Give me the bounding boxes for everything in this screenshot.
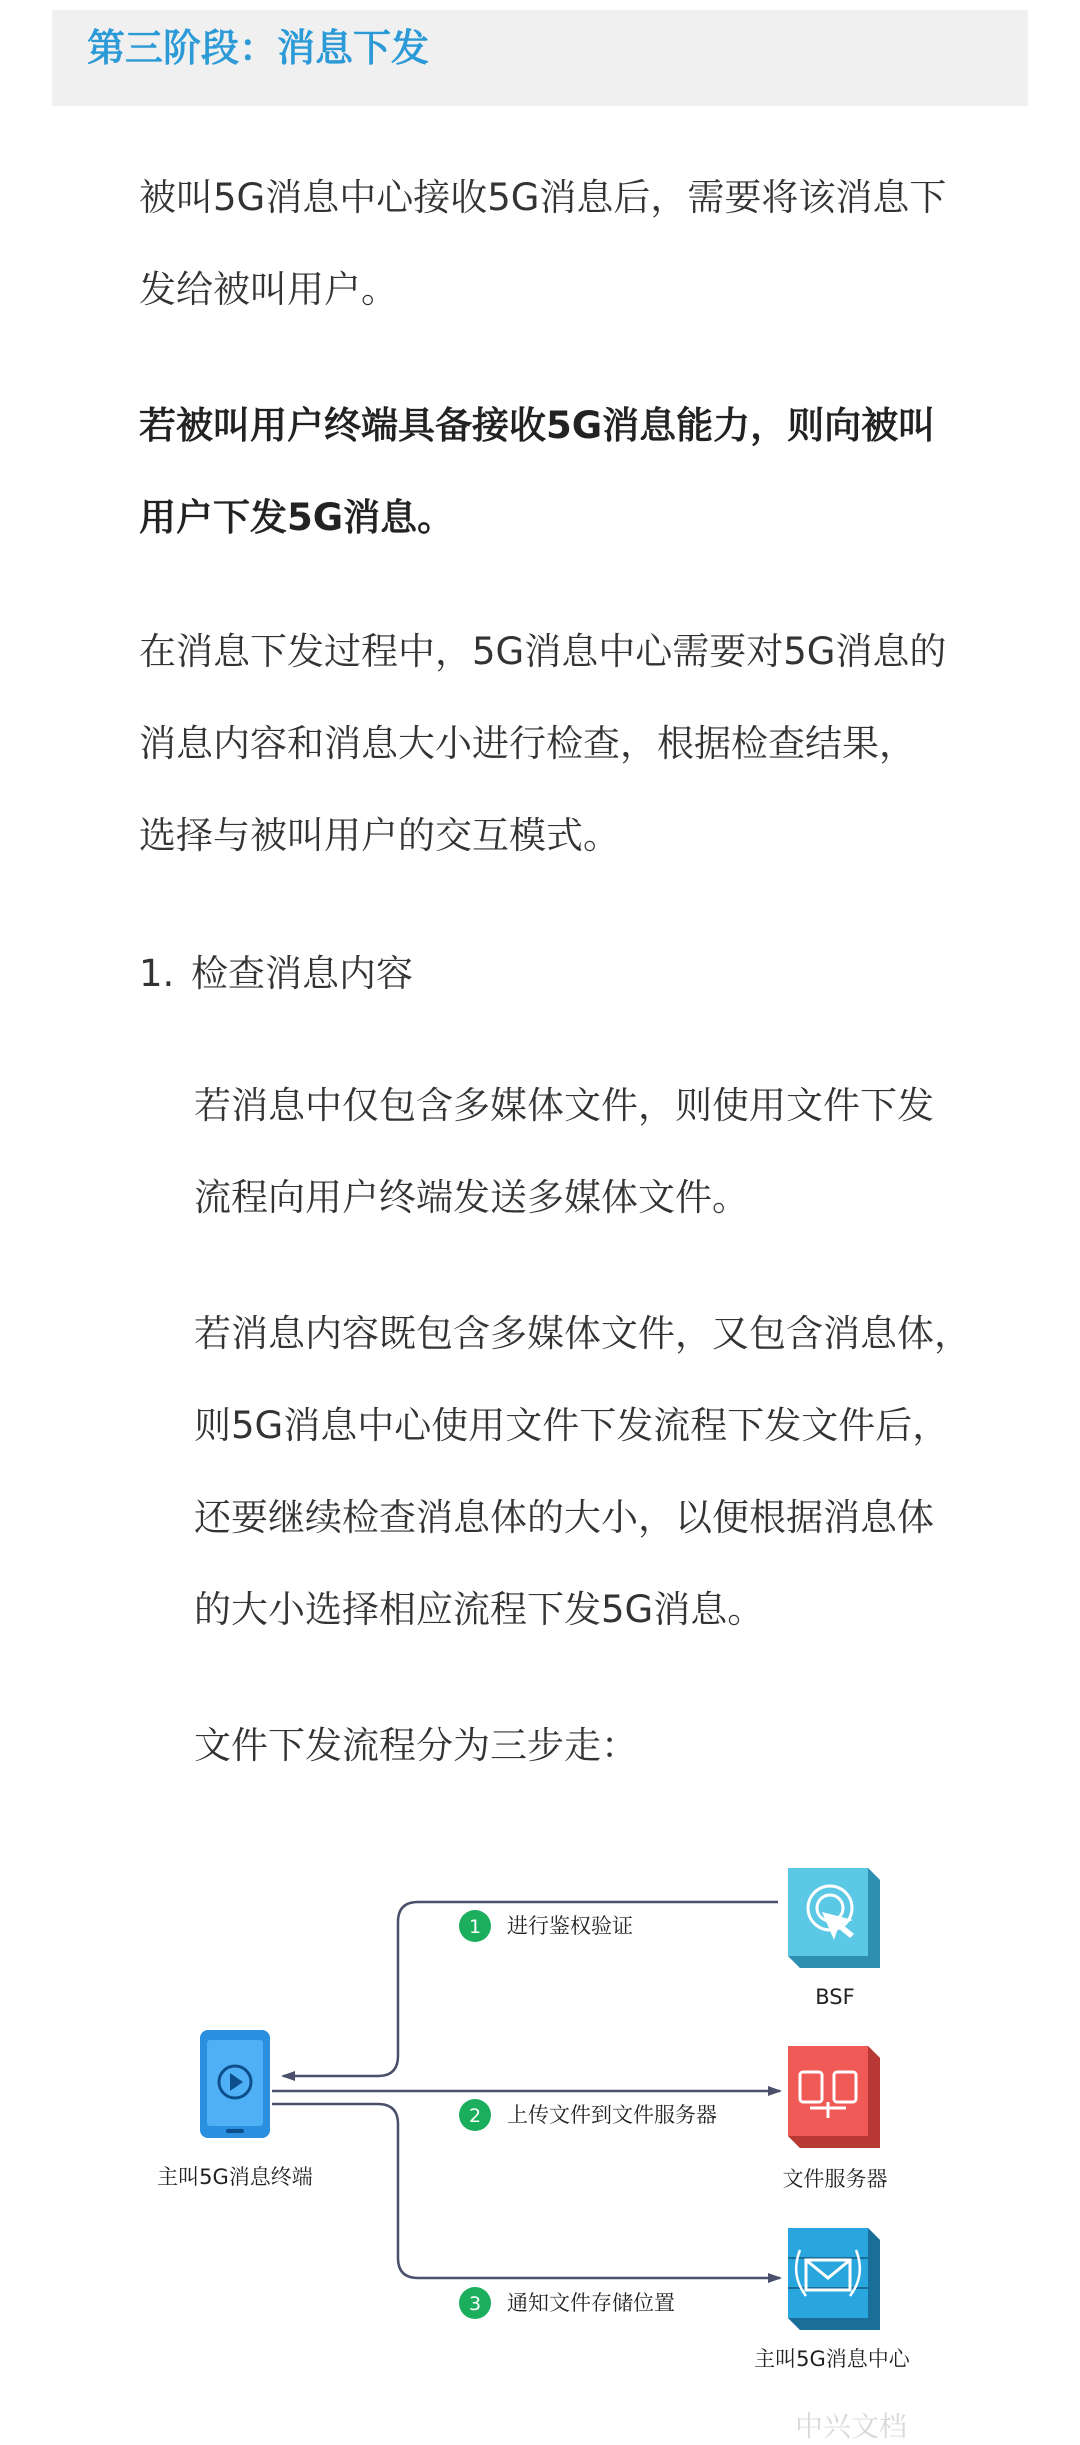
step-2-label: 上传文件到文件服务器 [507,2103,717,2127]
sub-paragraph-1-line-2: 流程向用户终端发送多媒体文件。 [194,1176,749,1219]
paragraph-2-line-2: 用户下发5G消息。 [139,496,455,539]
flow-connectors [272,1902,780,2278]
sub-paragraph-2-line-3: 还要继续检查消息体的大小，以便根据消息体 [194,1496,934,1539]
phone-icon [200,2030,270,2138]
file-server-icon [788,2046,880,2148]
sub-paragraph-1-line-1: 若消息中仅包含多媒体文件，则使用文件下发 [194,1084,934,1127]
terminal-label: 主叫5G消息终端 [157,2165,313,2189]
section-title: 第三阶段：消息下发 [87,26,430,70]
list-item-title: 检查消息内容 [191,952,413,995]
step-3-label: 通知文件存储位置 [507,2291,675,2315]
step-3-number: 3 [468,2293,482,2315]
watermark: 中兴文档 [795,2410,908,2443]
step-2-number: 2 [468,2105,482,2127]
step-3 [459,2287,675,2319]
list-item-number: 1. [139,952,175,995]
sub-paragraph-3-line-1: 文件下发流程分为三步走： [194,1724,638,1767]
message-center-label: 主叫5G消息中心 [754,2347,910,2371]
paragraph-3-line-2: 消息内容和消息大小进行检查，根据检查结果， [139,722,916,765]
step-1-number: 1 [468,1916,482,1938]
step-1 [459,1910,633,1942]
message-center-icon [788,2228,880,2330]
paragraph-2-line-1: 若被叫用户终端具备接收5G消息能力，则向被叫 [139,404,936,447]
step-2 [459,2099,717,2131]
sub-paragraph-2-line-1: 若消息内容既包含多媒体文件，又包含消息体， [194,1312,971,1355]
file-server-label: 文件服务器 [782,2167,888,2191]
sub-paragraph-2-line-4: 的大小选择相应流程下发5G消息。 [194,1588,765,1631]
paragraph-3-line-1: 在消息下发过程中，5G消息中心需要对5G消息的 [139,630,947,673]
step-3-connector [272,2104,780,2278]
sub-paragraph-2-line-2: 则5G消息中心使用文件下发流程下发文件后， [194,1404,950,1447]
step-1-label: 进行鉴权验证 [507,1914,633,1938]
file-delivery-diagram [0,1840,1080,2440]
paragraph-3-line-3: 选择与被叫用户的交互模式。 [139,814,620,857]
bsf-label: BSF [815,1985,855,2009]
paragraph-1-line-1: 被叫5G消息中心接收5G消息后，需要将该消息下 [139,176,947,219]
paragraph-1-line-2: 发给被叫用户。 [139,268,398,311]
bsf-icon [788,1868,880,1968]
